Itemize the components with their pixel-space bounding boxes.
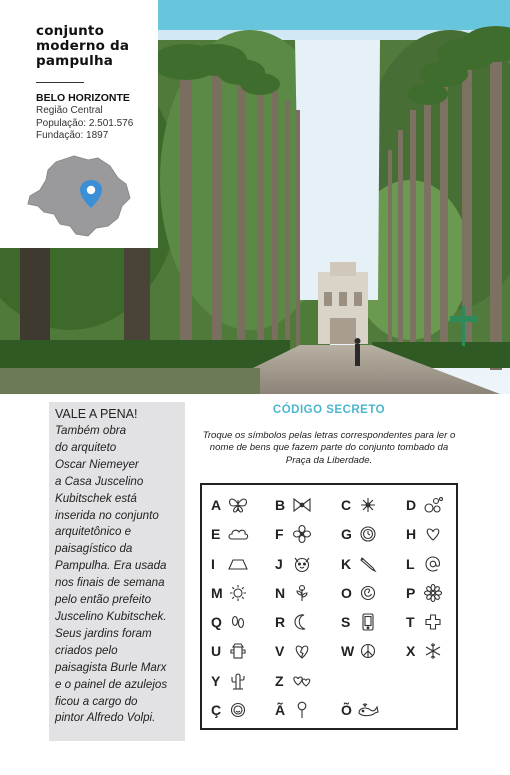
code-letter: U	[211, 643, 222, 659]
code-letter: B	[275, 497, 286, 513]
code-letter: Z	[275, 673, 284, 689]
code-letter: M	[211, 585, 223, 601]
heart-icon	[422, 524, 444, 544]
hydrant-icon	[227, 641, 249, 661]
code-letter: R	[275, 614, 286, 630]
cat-icon	[291, 554, 313, 574]
code-letter: Õ	[341, 702, 352, 718]
founded-text: Fundação: 1897	[36, 130, 109, 141]
code-letter: Q	[211, 614, 222, 630]
code-letter: Ã	[275, 702, 286, 718]
snowflake-icon	[422, 641, 444, 661]
code-letter: A	[211, 497, 222, 513]
butterfly-icon	[227, 495, 249, 515]
plant-icon	[291, 583, 313, 603]
code-letter: E	[211, 526, 221, 542]
code-letter: W	[341, 643, 355, 659]
broken-heart-icon	[291, 641, 313, 661]
whale-icon	[357, 700, 379, 720]
code-letter: J	[275, 556, 283, 572]
code-letter: Y	[211, 673, 221, 689]
code-letter: Ç	[211, 702, 222, 718]
population-text: População: 2.501.576	[36, 117, 134, 129]
code-letter: L	[406, 556, 415, 572]
code-letter: N	[275, 585, 286, 601]
code-instructions: Troque os símbolos pelas letras correspondentes para ler o nome de bens que fazem parte do conjunto tombado da Praça da Liberdade.	[202, 430, 456, 466]
daisy-icon	[422, 583, 444, 603]
code-letter: I	[211, 556, 215, 572]
cactus-icon	[227, 671, 249, 691]
code-letter: P	[406, 585, 416, 601]
code-title: CÓDIGO SECRETO	[272, 404, 386, 416]
title-divider	[36, 82, 84, 83]
pin-icon	[291, 700, 313, 720]
pencil-icon	[357, 554, 379, 574]
site-title: conjunto moderno da pampulha	[36, 23, 130, 69]
cloud-icon	[227, 524, 249, 544]
footprints-icon	[227, 612, 249, 632]
bubbles-icon	[422, 495, 444, 515]
cross-icon	[422, 612, 444, 632]
code-letter: V	[275, 643, 285, 659]
sun-icon	[227, 583, 249, 603]
city-name: BELO HORIZONTE	[36, 92, 130, 104]
sidebar-heading: VALE A PENA!	[55, 407, 138, 421]
code-letter: D	[406, 497, 417, 513]
sidebar-body: Também obra do arquiteto Oscar Niemeyer a Casa Juscelino Kubitschek está inserida no conjunto arquitetônico e paisagístico da Pampulha. Era usada nos finais de semana pelo então prefeito Juscelino Kubitschek. Seus jardins foram criados pelo paisagista Burle Marx e o painel de azulejos ficou a cargo do pintor Alfredo Volpi.	[55, 424, 168, 725]
peace-icon	[357, 641, 379, 661]
region-text: Região Central	[36, 105, 103, 116]
flower-icon	[291, 524, 313, 544]
clock-icon	[357, 524, 379, 544]
at-sign-icon	[422, 554, 444, 574]
info-card	[0, 0, 158, 248]
code-letter: X	[406, 643, 416, 659]
code-letter: K	[341, 556, 352, 572]
code-letter: S	[341, 614, 351, 630]
bow-icon	[291, 495, 313, 515]
rose-icon	[357, 583, 379, 603]
code-letter: O	[341, 585, 352, 601]
code-letter: C	[341, 497, 352, 513]
phone-icon	[357, 612, 379, 632]
code-letter: T	[406, 614, 415, 630]
trapezoid-icon	[227, 554, 249, 574]
state-map	[26, 154, 132, 238]
code-letter: G	[341, 526, 352, 542]
hearts-icon	[291, 671, 313, 691]
code-letter: F	[275, 526, 284, 542]
code-key-box	[200, 483, 458, 730]
code-letter: H	[406, 526, 417, 542]
starburst-icon	[357, 495, 379, 515]
smiley-icon	[227, 700, 249, 720]
vale-a-pena-box	[49, 402, 185, 741]
moon-icon	[291, 612, 313, 632]
